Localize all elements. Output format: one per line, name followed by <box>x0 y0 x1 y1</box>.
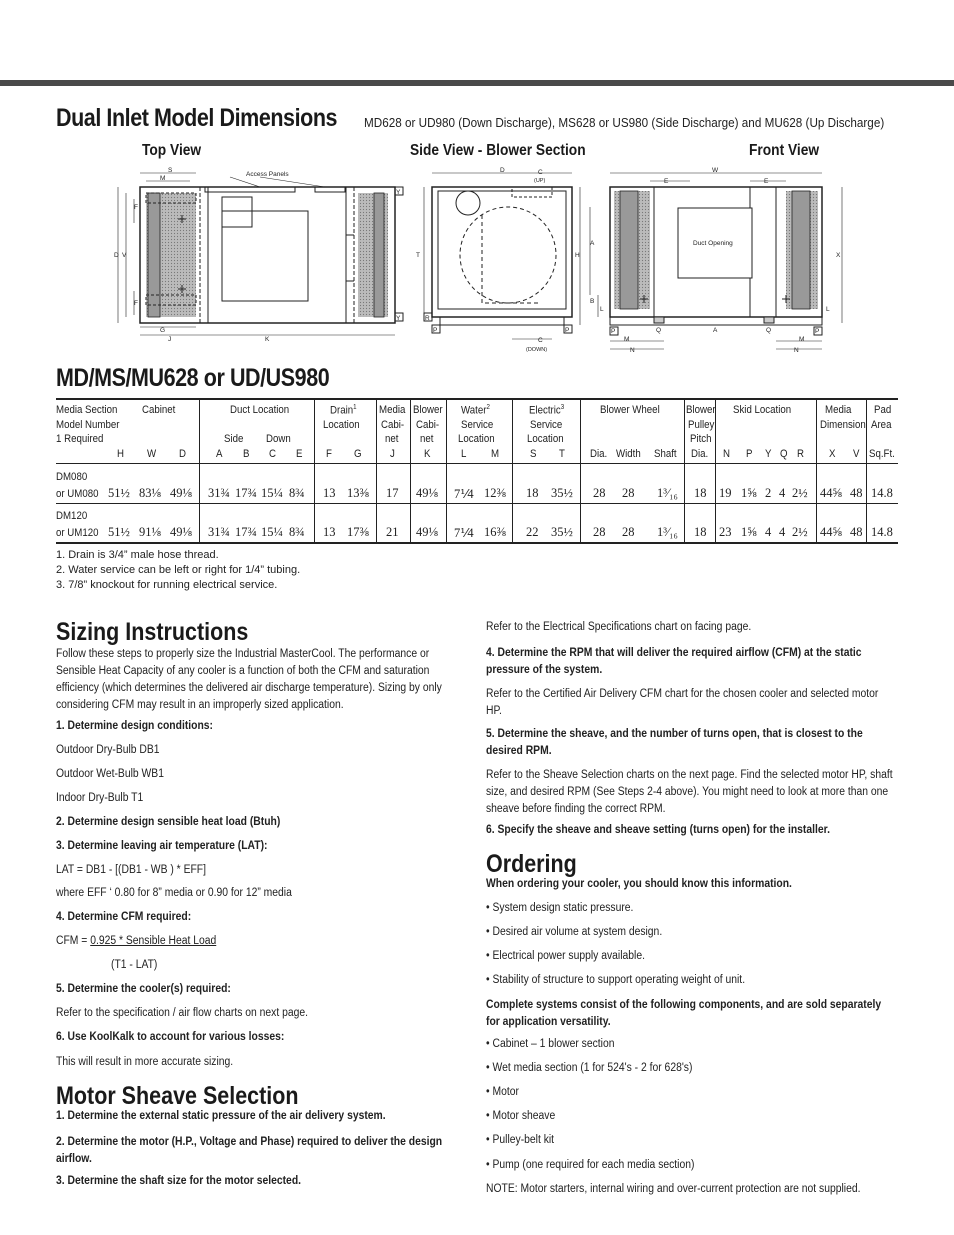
footnote-2: 2. Water service can be left or right for 1/4” tubing. <box>56 564 301 576</box>
col-sep <box>580 400 581 542</box>
dim-label-l-right: L <box>826 306 830 313</box>
ordering-item: • Stability of structure to support operating weight of unit. <box>486 974 746 986</box>
cell-e: 8¾ <box>289 525 305 539</box>
dim-label-v: V <box>122 252 127 259</box>
ordering-component: • Pulley-belt kit <box>486 1134 555 1146</box>
table-bottom-border <box>56 542 898 544</box>
col-sep <box>199 400 200 542</box>
cell-g: 17⅜ <box>347 525 369 539</box>
sizing-step-4: 4. Determine CFM required: <box>56 911 192 923</box>
cell-f: 13 <box>323 486 336 500</box>
cell-pad: 14.8 <box>871 525 893 539</box>
sizing-intro: Follow these steps to properly size the Industrial MasterCool. The performance or Sensible Heat Capacity of any cooler is a function of both the CFM and saturation efficiency (which determines the delivered air discharge temperature). Sizing by only considering CFM may result in an improperly sized application. <box>56 648 442 711</box>
hdr-blower-cab-3: net <box>420 433 434 445</box>
cell-wheel-dia: 28 <box>593 525 606 539</box>
col-n: N <box>723 448 730 460</box>
cell-y: 4 <box>765 525 772 539</box>
cell-n: 23 <box>719 525 732 539</box>
dim-label-r: R <box>425 315 430 322</box>
motor-step-3: 3. Determine the shaft size for the motor selected. <box>56 1175 302 1187</box>
dim-label-d-side: D <box>500 167 505 174</box>
dim-label-c-down: C <box>538 337 543 344</box>
hdr-media-cab-2: Cabi- <box>381 419 405 431</box>
hdr-pulley-2: Pulley <box>688 419 715 431</box>
row-model: DM120 <box>56 510 88 522</box>
hdr-electric-location: Location <box>527 433 564 445</box>
col-w: W <box>147 448 157 460</box>
ordering-component: • Cabinet – 1 blower section <box>486 1038 615 1050</box>
cell-n: 19 <box>719 486 732 500</box>
dim-label-w: W <box>712 167 719 174</box>
dim-label-p-front-right: P <box>815 328 820 335</box>
cell-f: 13 <box>323 525 336 539</box>
top-rule <box>0 80 954 86</box>
cell-s: 18 <box>526 486 539 500</box>
col-e: E <box>296 448 303 460</box>
dim-label-j: J <box>168 336 172 343</box>
cell-j: 21 <box>386 525 399 539</box>
hdr-pulley-1: Blower <box>686 404 716 416</box>
cell-w: 83⅛ <box>139 486 161 500</box>
hdr-media-cab-1: Media <box>379 404 406 416</box>
col-sep <box>684 400 685 542</box>
dim-label-a-vert: A <box>590 240 595 247</box>
dim-label-k: K <box>265 336 270 343</box>
hdr-electric-service: Service <box>530 419 563 431</box>
hdr-water-location: Location <box>458 433 495 445</box>
hdr-blower-cab-1: Blower <box>413 404 443 416</box>
dim-label-y-bottom: Y <box>396 315 401 322</box>
row-model-alt: or UM120 <box>56 527 99 539</box>
sizing-step-6: 6. Use KoolKalk to account for various losses: <box>56 1031 285 1043</box>
top-view-label: Top View <box>142 142 202 159</box>
col-pulley-dia: Dia. <box>691 448 709 460</box>
table-row-rule <box>56 503 898 504</box>
col-width: Width <box>616 448 641 460</box>
hdr-water: Water$^2$ <box>461 404 490 417</box>
dim-label-a-horiz: A <box>713 327 718 334</box>
dim-label-m: M <box>160 175 166 182</box>
motor-step-5-text: Refer to the Sheave Selection charts on the next page. Find the selected motor HP, shaft size, and desired RPM (See Steps 2-4 above). You might need to look at more than one sheave before finding the correct RPM. <box>486 769 893 815</box>
col-t: T <box>559 448 565 460</box>
dim-label-l-left: L <box>600 306 604 313</box>
hdr-blower-cab-2: Cabi- <box>416 419 440 431</box>
col-c: C <box>269 448 276 460</box>
col-k: K <box>424 448 431 460</box>
ordering-component: • Motor <box>486 1086 519 1098</box>
up-label: (UP) <box>534 178 546 184</box>
page-subtitle: MD628 or UD980 (Down Discharge), MS628 or US980 (Side Discharge) and MU628 (Up Discharge) <box>364 115 885 130</box>
cell-d: 49⅛ <box>170 486 192 500</box>
col-sep <box>314 400 315 542</box>
sizing-step-2: 2. Determine design sensible heat load (Btuh) <box>56 816 281 828</box>
cell-h: 51½ <box>108 525 130 539</box>
sizing-step-3: 3. Determine leaving air temperature (LAT): <box>56 840 268 852</box>
dim-label-c-up: C <box>538 169 543 176</box>
footnote-1: 1. Drain is 3/4” male hose thread. <box>56 549 219 561</box>
dim-label-h: H <box>575 252 580 259</box>
motor-title: Motor Sheave Selection <box>56 1082 299 1110</box>
col-sep <box>376 400 377 542</box>
cell-j: 17 <box>386 486 399 500</box>
dim-label-t: T <box>416 252 420 259</box>
sizing-wb1: Outdoor Wet-Bulb WB1 <box>56 768 164 780</box>
footnote-3: 3. 7/8” knockout for running electrical service. <box>56 579 278 591</box>
cell-a: 31¾ <box>208 486 230 500</box>
ordering-systems-heading: Complete systems consist of the following components, and are sold separately for application versatility. <box>486 999 882 1028</box>
col-q: Q <box>780 448 788 460</box>
sizing-t1: Indoor Dry-Bulb T1 <box>56 792 144 804</box>
col-shaft: Shaft <box>654 448 677 460</box>
dim-label-b: B <box>590 298 595 305</box>
dim-label-g: G <box>160 327 166 334</box>
col-j: J <box>390 448 395 460</box>
col-p: P <box>746 448 753 460</box>
front-view-label: Front View <box>749 142 820 159</box>
cell-m: 12⅜ <box>484 486 506 500</box>
dim-label-p-front-left: P <box>611 328 616 335</box>
cell-l: 7⅟4 <box>454 526 474 540</box>
hdr-media-dim-1: Media <box>825 404 852 416</box>
hdr-duct-location: Duct Location <box>230 404 290 416</box>
ordering-intro: When ordering your cooler, you should know this information. <box>486 878 792 890</box>
cell-wheel-width: 28 <box>622 486 635 500</box>
hdr-drain-location: Location <box>323 419 360 431</box>
cell-t: 35½ <box>551 486 573 500</box>
col-sep <box>410 400 411 542</box>
cell-c: 15¼ <box>261 525 283 539</box>
side-view-drawing <box>424 173 580 339</box>
dim-label-q-right: Q <box>766 327 772 334</box>
cell-k: 49⅛ <box>416 525 438 539</box>
cell-wheel-width: 28 <box>622 525 635 539</box>
hdr-side: Side <box>224 433 244 445</box>
cell-r: 2½ <box>792 486 808 500</box>
model-title: MD/MS/MU628 or UD/US980 <box>56 364 330 392</box>
hdr-required: 1 Required <box>56 433 104 445</box>
cell-b: 17¾ <box>235 525 257 539</box>
dimension-diagram <box>110 163 850 358</box>
dim-label-p-right: P <box>565 327 570 334</box>
col-x: X <box>829 448 836 460</box>
col-d: D <box>179 448 186 460</box>
cell-l: 7⅟4 <box>454 487 474 501</box>
cell-e: 8¾ <box>289 486 305 500</box>
hdr-media-dim-2: Dimension <box>820 419 866 431</box>
hdr-area: Area <box>871 419 892 431</box>
dim-label-m-front-left: M <box>624 336 630 343</box>
col-r: R <box>797 448 804 460</box>
cell-k: 49⅛ <box>416 486 438 500</box>
dim-label-e-right: E <box>764 178 769 185</box>
dim-label-d: D <box>114 252 119 259</box>
col-sep <box>715 400 716 542</box>
sizing-step-5: 5. Determine the cooler(s) required: <box>56 983 231 995</box>
motor-step-3-text: Refer to the Electrical Specifications chart on facing page. <box>486 621 752 633</box>
ordering-component: • Pump (one required for each media section) <box>486 1159 695 1171</box>
sizing-step-5-text: Refer to the specification / air flow charts on next page. <box>56 1007 308 1019</box>
col-y: Y <box>765 448 772 460</box>
dim-label-n-left: N <box>630 347 635 354</box>
dim-label-p-left: P <box>433 327 438 334</box>
col-sep <box>512 400 513 542</box>
motor-step-6: 6. Specify the sheave and sheave setting (turns open) for the installer. <box>486 824 830 836</box>
sizing-cfm-denominator: (T1 - LAT) <box>111 959 158 971</box>
cell-t: 35½ <box>551 525 573 539</box>
sizing-eff-note: where EFF ‘ 0.80 for 8” media or 0.90 for 12” media <box>56 887 292 899</box>
table-header-rule <box>56 463 898 464</box>
motor-step-2: 2. Determine the motor (H.P., Voltage and Phase) required to deliver the design airflow. <box>56 1136 443 1165</box>
cell-x: 44⅝ <box>820 525 842 539</box>
dim-label-y-top: Y <box>396 189 401 196</box>
cell-shaft: 1³⁄₁₆ <box>657 525 678 539</box>
cell-q: 4 <box>779 486 786 500</box>
col-h: H <box>117 448 124 460</box>
hdr-down: Down <box>266 433 291 445</box>
side-view-label: Side View - Blower Section <box>410 142 586 159</box>
cell-shaft: 1³⁄₁₆ <box>657 486 678 500</box>
motor-step-4-text: Refer to the Certified Air Delivery CFM chart for the chosen cooler and selected motor HP. <box>486 688 879 717</box>
col-sep <box>816 400 817 542</box>
cell-pulley-dia: 18 <box>694 525 707 539</box>
cell-p: 1⅝ <box>741 486 757 500</box>
cell-a: 31¾ <box>208 525 230 539</box>
ordering-component: • Motor sheave <box>486 1110 556 1122</box>
hdr-water-service: Service <box>461 419 494 431</box>
cell-h: 51½ <box>108 486 130 500</box>
page-title: Dual Inlet Model Dimensions <box>56 104 338 132</box>
col-v: V <box>853 448 860 460</box>
dim-label-n-right: N <box>794 347 799 354</box>
hdr-cabinet: Cabinet <box>142 404 176 416</box>
cell-p: 1⅝ <box>741 525 757 539</box>
cell-r: 2½ <box>792 525 808 539</box>
dim-label-m-front-right: M <box>799 336 805 343</box>
col-g: G <box>354 448 362 460</box>
cell-g: 13⅜ <box>347 486 369 500</box>
row-model-alt: or UM080 <box>56 488 99 500</box>
col-f: F <box>326 448 332 460</box>
ordering-component: • Wet media section (1 for 524's - 2 for 628's) <box>486 1062 693 1074</box>
cell-d: 49⅛ <box>170 525 192 539</box>
dim-label-q-left: Q <box>656 327 662 334</box>
down-label: (DOWN) <box>526 347 548 353</box>
cell-v: 48 <box>850 486 863 500</box>
dim-label-f-bottom: F <box>134 300 138 307</box>
cell-b: 17¾ <box>235 486 257 500</box>
sizing-title: Sizing Instructions <box>56 618 249 646</box>
cell-pulley-dia: 18 <box>694 486 707 500</box>
sizing-lat-formula: LAT = DB1 - [(DB1 - WB ) * EFF] <box>56 864 207 876</box>
col-a: A <box>216 448 223 460</box>
ordering-title: Ordering <box>486 850 577 878</box>
hdr-pulley-3: Pitch <box>690 433 712 445</box>
ordering-item: • System design static pressure. <box>486 902 634 914</box>
motor-step-5: 5. Determine the sheave, and the number of turns open, that is closest to the desired RPM. <box>486 728 863 757</box>
cell-y: 2 <box>765 486 772 500</box>
col-m: M <box>491 448 500 460</box>
ordering-item: • Desired air volume at system design. <box>486 926 663 938</box>
hdr-model-number: Model Number <box>56 419 120 431</box>
dim-label-x: X <box>836 252 841 259</box>
table-top-border <box>56 398 898 400</box>
cell-q: 4 <box>779 525 786 539</box>
cell-s: 22 <box>526 525 539 539</box>
col-sep <box>866 400 867 542</box>
sizing-step-1: 1. Determine design conditions: <box>56 720 214 732</box>
ordering-item: • Electrical power supply available. <box>486 950 645 962</box>
hdr-media-section: Media Section <box>56 404 118 416</box>
sizing-cfm-formula: CFM = 0.925 * Sensible Heat Load <box>56 935 217 947</box>
col-sqft: Sq.Ft. <box>869 448 895 460</box>
dim-label-e-left: E <box>664 178 669 185</box>
cell-wheel-dia: 28 <box>593 486 606 500</box>
hdr-pad: Pad <box>874 404 892 416</box>
cell-pad: 14.8 <box>871 486 893 500</box>
col-wheel-dia: Dia. <box>590 448 608 460</box>
col-sep <box>446 400 447 542</box>
row-model: DM080 <box>56 471 88 483</box>
hdr-skid-location: Skid Location <box>733 404 792 416</box>
hdr-electric: Electric$^3$ <box>529 404 565 417</box>
sizing-step-6-text: This will result in more accurate sizing. <box>56 1056 234 1068</box>
front-view-drawing <box>590 173 842 349</box>
cell-x: 44⅝ <box>820 486 842 500</box>
hdr-drain: Drain$^1$ <box>330 404 357 417</box>
access-panels-label: Access Panels <box>246 171 289 178</box>
motor-step-4: 4. Determine the RPM that will deliver the required airflow (CFM) at the static pressure of the system. <box>486 647 862 676</box>
ordering-note: NOTE: Motor starters, internal wiring and over-current protection are not supplied. <box>486 1183 861 1195</box>
dim-label-f-top: F <box>134 204 138 211</box>
duct-opening-label: Duct Opening <box>693 240 733 247</box>
cell-m: 16⅜ <box>484 525 506 539</box>
cell-c: 15¼ <box>261 486 283 500</box>
col-b: B <box>243 448 250 460</box>
col-l: L <box>461 448 467 460</box>
cell-v: 48 <box>850 525 863 539</box>
hdr-media-cab-3: net <box>385 433 399 445</box>
sizing-db1: Outdoor Dry-Bulb DB1 <box>56 744 160 756</box>
top-view-drawing <box>118 173 403 335</box>
motor-step-1: 1. Determine the external static pressure of the air delivery system. <box>56 1110 386 1122</box>
col-s: S <box>530 448 537 460</box>
hdr-blower-wheel: Blower Wheel <box>600 404 660 416</box>
dim-label-s: S <box>168 167 173 174</box>
cell-w: 91⅛ <box>139 525 161 539</box>
